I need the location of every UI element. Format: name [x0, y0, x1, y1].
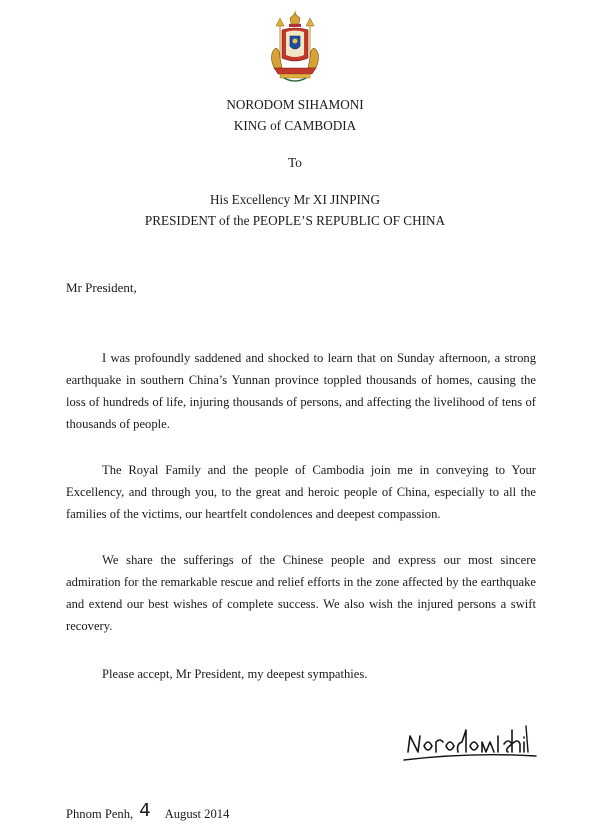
addressee-name: His Excellency Mr XI JINPING — [210, 192, 380, 207]
sender-title: KING of CAMBODIA — [233, 118, 357, 133]
body-paragraph-2: The Royal Family and the people of Cambodia join me in conveying to Your Excellency, and through you, to the great and heroic people of China, especially to all the families of the victims, our heartfelt condolences and deepest compassion. — [66, 463, 536, 521]
royal-crest-icon — [268, 8, 322, 84]
sender-name: NORODOM SIHAMONI — [226, 97, 364, 112]
place: Phnom Penh, — [66, 807, 134, 821]
handwritten-signature — [400, 722, 540, 768]
to-label: To — [288, 155, 302, 170]
body-paragraph-1: I was profoundly saddened and shocked to learn that on Sunday afternoon, a strong earthquake in southern China’s Yunnan province toppled thousands of homes, causing the loss of hundreds of life, injuring thousands of persons, and affecting the livelihood of tens of thousands of people. — [66, 351, 536, 431]
addressee-title: PRESIDENT of the PEOPLE’S REPUBLIC OF CHINA — [144, 213, 446, 228]
closing-line: Please accept, Mr President, my deepest sympathies. — [102, 667, 368, 681]
body-paragraph-3: We share the sufferings of the Chinese people and express our most sincere admiration for the remarkable rescue and relief efforts in the zone affected by the earthquake and extend our best wishes of complete success. We also wish the injured persons a swift recovery. — [66, 553, 536, 633]
month-year: August 2014 — [164, 807, 230, 821]
handwritten-day: 4 — [139, 800, 151, 821]
salutation: Mr President, — [66, 280, 137, 295]
place-and-date — [66, 800, 230, 822]
